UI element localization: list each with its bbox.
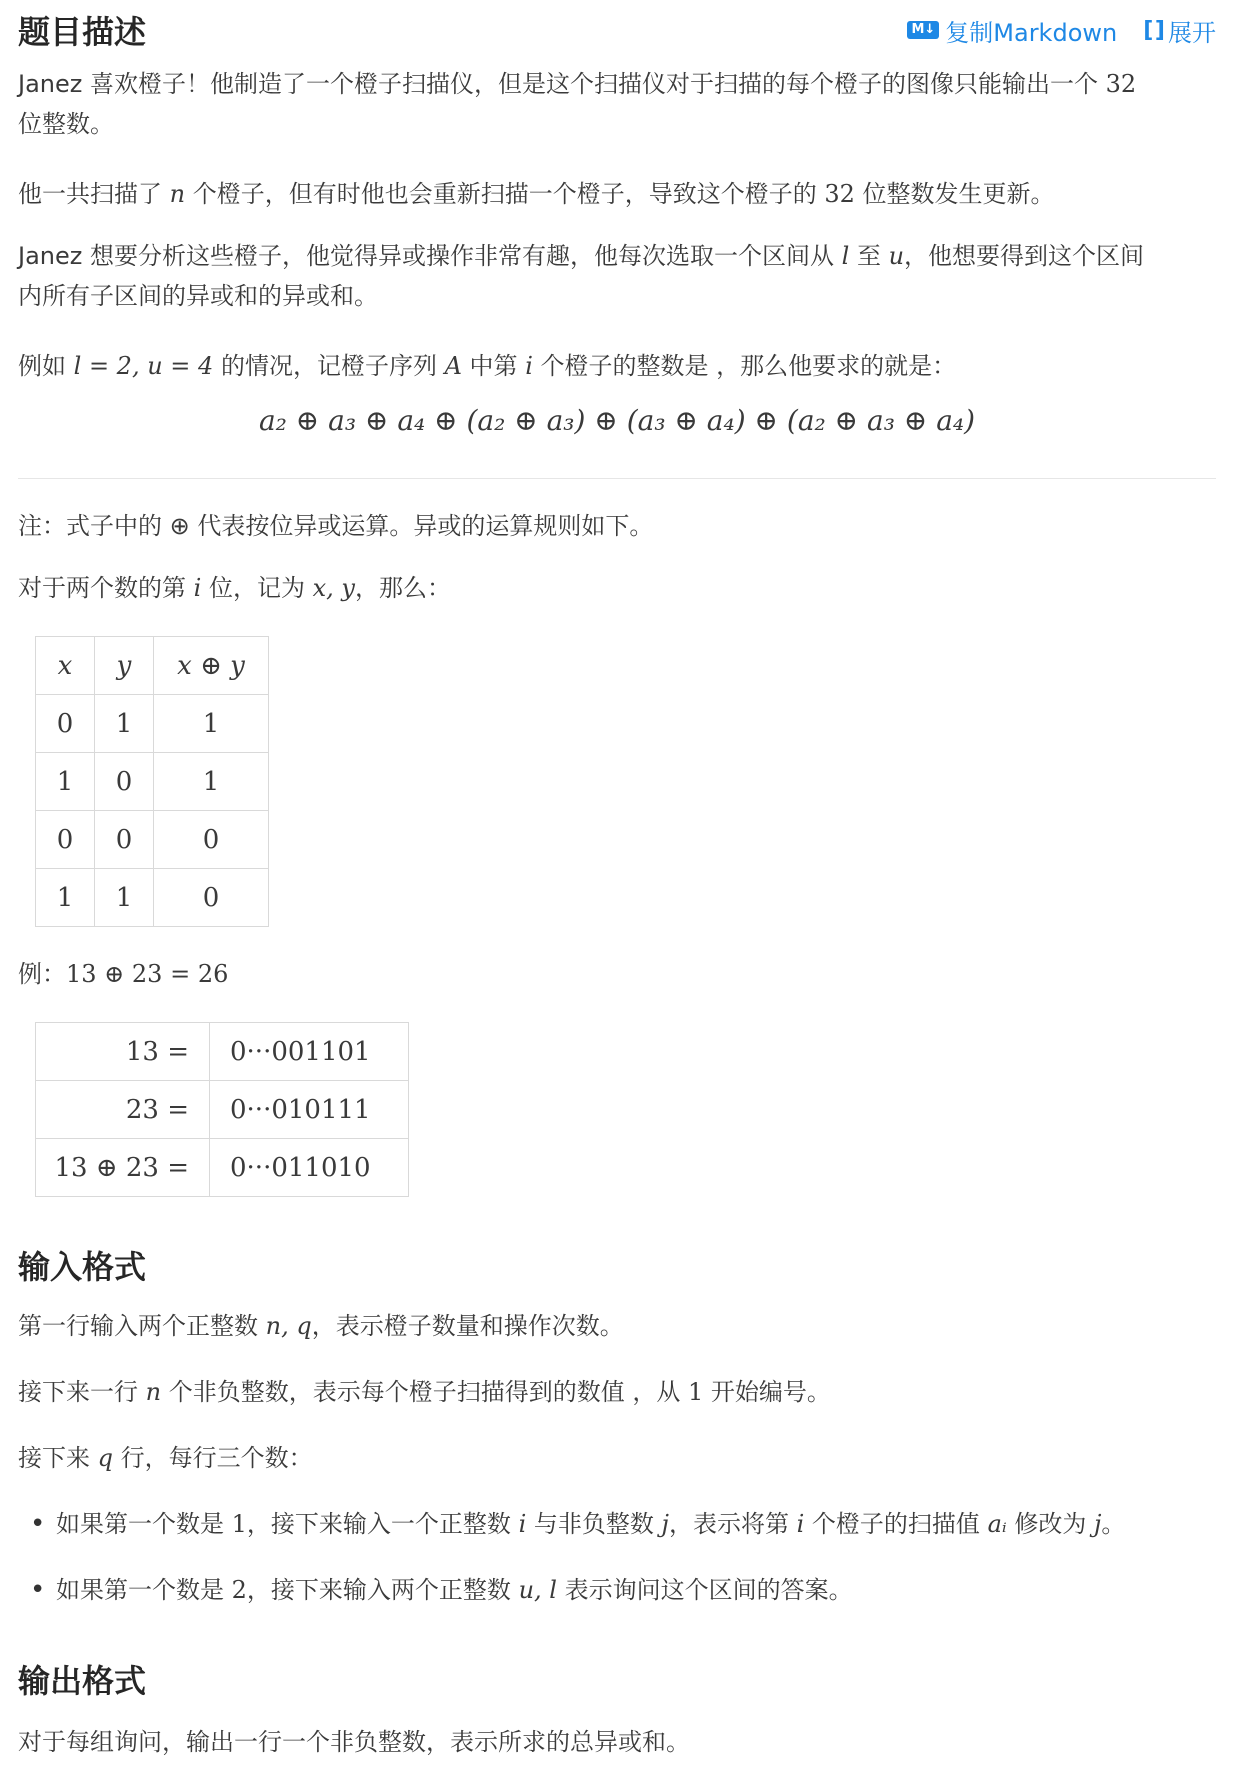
paragraph-scan: [18, 174, 1216, 214]
table-row: [36, 1023, 409, 1081]
math-2: 2: [231, 1576, 247, 1604]
header-cell: y: [95, 637, 154, 695]
output-format-title: 输出格式: [18, 1662, 147, 1700]
table-cell: 0: [154, 869, 269, 927]
copy-markdown-label: 复制Markdown: [945, 18, 1118, 47]
expand-button[interactable]: [1143, 13, 1216, 48]
math-A: A: [444, 352, 462, 380]
text: 。: [1101, 1510, 1126, 1538]
math-i: i: [518, 1510, 527, 1538]
text: 表示询问这个区间的答案。: [556, 1576, 853, 1604]
table-cell: 0: [154, 811, 269, 869]
table-header-row: [36, 637, 269, 695]
input-format-title: 输入格式: [18, 1248, 147, 1286]
math-u-l: u, l: [518, 1576, 557, 1604]
xor-formula: a₂ ⊕ a₃ ⊕ a₄ ⊕ (a₂ ⊕ a₃) ⊕ (a₃ ⊕ a₄) ⊕ (a₂ ⊕ a₃ ⊕ a₄): [258, 404, 976, 437]
list-item: [18, 1504, 1216, 1544]
input-line-2: [18, 1372, 1216, 1412]
table-cell: 1: [36, 869, 95, 927]
text: 如果第一个数是: [56, 1510, 232, 1538]
output-line-1: [18, 1722, 1216, 1762]
math-j: j: [661, 1510, 669, 1538]
text: 至: [849, 242, 889, 270]
input-line-1: [18, 1306, 1216, 1346]
text: 位，记为: [201, 574, 313, 602]
math-1: 1: [231, 1510, 247, 1538]
text: 例如: [18, 352, 74, 380]
table-cell: 0···011010: [210, 1139, 409, 1197]
text: 接下来一行: [18, 1378, 146, 1406]
text: 中第: [461, 352, 526, 380]
math-q: q: [97, 1444, 114, 1472]
math-i: i: [193, 574, 202, 602]
table-cell: 13 ⊕ 23 =: [36, 1139, 210, 1197]
output-format-section: [18, 1656, 1216, 1702]
header-cell: x ⊕ y: [154, 637, 269, 695]
math-i: i: [796, 1510, 805, 1538]
table-cell: 1: [154, 695, 269, 753]
example-expression: 13 ⊕ 23 = 26: [66, 960, 229, 988]
operation-list: [18, 1504, 1216, 1610]
math-n-q: n, q: [265, 1312, 312, 1340]
table-row: [36, 1139, 409, 1197]
text: 行，每行三个数：: [113, 1444, 313, 1472]
text: 对于两个数的第: [18, 574, 194, 602]
table-cell: 0···010111: [210, 1081, 409, 1139]
text: 第一行输入两个正整数: [18, 1312, 266, 1340]
text: 他一共扫描了: [18, 180, 170, 208]
math-32: 32: [824, 180, 855, 208]
intro-number: 32: [1105, 70, 1137, 98]
note-paragraph: [18, 506, 1216, 546]
description-header: [18, 8, 1216, 52]
table-row: [36, 753, 269, 811]
text: 与非负整数: [526, 1510, 662, 1538]
math-u: u: [888, 242, 905, 270]
math-a-i: aᵢ: [987, 1510, 1007, 1538]
header-cell: x: [36, 637, 95, 695]
math-l-u: l = 2, u = 4: [73, 352, 214, 380]
text: ，接下来输入一个正整数: [246, 1510, 519, 1538]
table-cell: 0: [95, 753, 154, 811]
text: 的情况，记橙子序列: [213, 352, 445, 380]
paragraph-intro: [18, 64, 1216, 144]
table-row: [36, 811, 269, 869]
table-cell: 1: [95, 695, 154, 753]
description-title: 题目描述: [18, 13, 147, 51]
text: Janez 想要分析这些橙子，他觉得异或操作非常有趣，他每次选取一个区间从: [18, 242, 842, 270]
table-row: [36, 695, 269, 753]
query-text-line2: 内所有子区间的异或和的异或和。: [18, 282, 378, 310]
text: ，表示橙子数量和操作次数。: [311, 1312, 624, 1340]
divider: [18, 478, 1216, 479]
math-j: j: [1093, 1510, 1102, 1538]
text: 个非负整数，表示每个橙子扫描得到的数值 ，从: [161, 1378, 688, 1406]
table-cell: 13 =: [36, 1023, 210, 1081]
math-n: n: [145, 1378, 162, 1406]
math-x-y: x, y: [312, 574, 355, 602]
table-cell: 1: [95, 869, 154, 927]
text: 位整数发生更新。: [854, 180, 1055, 208]
copy-markdown-button[interactable]: [907, 13, 1117, 48]
table-cell: 0: [95, 811, 154, 869]
table-cell: 23 =: [36, 1081, 210, 1139]
math-l: l: [841, 242, 850, 270]
text: 个橙子的整数是 ，那么他要求的就是：: [532, 352, 957, 380]
paragraph-example: [18, 346, 1216, 386]
paragraph-query: [18, 236, 1216, 316]
table-cell: 0: [36, 695, 95, 753]
table-row: [36, 869, 269, 927]
input-format-section: [18, 1242, 1216, 1288]
expand-icon: [ ]: [1143, 17, 1162, 43]
binary-example-table: [35, 1022, 409, 1197]
table-cell: 0···001101: [210, 1023, 409, 1081]
text: 开始编号。: [703, 1378, 831, 1406]
text: 个橙子，但有时他也会重新扫描一个橙子，导致这个橙子的: [185, 180, 825, 208]
input-line-3: [18, 1438, 1216, 1478]
intro-text-line2: 位整数。: [18, 110, 114, 138]
text: 接下来: [18, 1444, 98, 1472]
text: 个橙子的扫描值: [804, 1510, 988, 1538]
table-cell: 1: [154, 753, 269, 811]
math-n: n: [169, 180, 186, 208]
text: ，表示将第: [668, 1510, 797, 1538]
note-text: 注：式子中的 ⊕ 代表按位异或运算。异或的运算规则如下。: [18, 512, 654, 540]
markdown-icon: M↓: [907, 21, 939, 39]
text: ，那么：: [354, 574, 451, 602]
bits-paragraph: [18, 568, 1216, 608]
example-label: 例：: [18, 960, 66, 988]
table-cell: 0: [36, 811, 95, 869]
xor-truth-table: [35, 636, 269, 927]
example-paragraph: [18, 954, 1216, 994]
text: 修改为: [1006, 1510, 1094, 1538]
intro-text: Janez 喜欢橙子！他制造了一个橙子扫描仪，但是这个扫描仪对于扫描的每个橙子的图像只能输出一个: [18, 70, 1106, 98]
table-row: [36, 1081, 409, 1139]
table-cell: 1: [36, 753, 95, 811]
header-actions: [907, 13, 1216, 48]
text: ，接下来输入两个正整数: [246, 1576, 519, 1604]
text: 如果第一个数是: [56, 1576, 232, 1604]
list-item: [18, 1570, 1216, 1610]
math-i: i: [525, 352, 533, 380]
math-1: 1: [688, 1378, 704, 1406]
text: ，他想要得到这个区间: [904, 242, 1145, 270]
expand-label: 展开: [1168, 18, 1216, 47]
output-text: 对于每组询问，输出一行一个非负整数，表示所求的总异或和。: [18, 1728, 690, 1756]
